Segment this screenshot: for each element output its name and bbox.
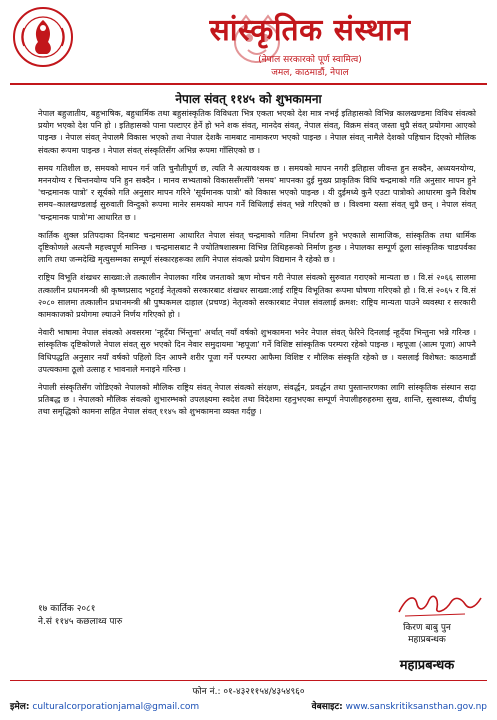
organization-name: सांस्कृतिक संस्थान	[209, 13, 411, 48]
header-divider	[10, 83, 487, 85]
email-link[interactable]: culturalcorporationjamal@gmail.com	[32, 702, 200, 712]
footer-phone: फोन नं.: ०१-४३२११५४/४३५४९६०	[192, 687, 305, 697]
letter-body	[38, 108, 476, 425]
signatory-name: किरण बाबु पुन	[403, 623, 451, 633]
organization-logo	[12, 6, 74, 68]
date-nepal-sambat: ने.सं ११४५ कछलाथ्व पारु	[38, 617, 123, 627]
website-label: वेबसाइट:	[311, 702, 343, 712]
body-paragraph: राष्ट्रिय विभूति शंखधर साख्वा:ले तत्कालीन नेपालका गरिब जनताको ऋण मोचन गरी नेपाल संवत्को सुरुवात गराएको मान्यता छ । वि.सं २०६६ सालमा तत्कालीन प्रधानमन्त्री श्री कृष्णप्रसाद भट्टराई नेतृत्वको सरकारबाट शंखधर साख्वा:लाई राष्ट्रिय विभूतिका रूपमा घोषणा गरिएको हो । वि.सं २०६५ र वि.सं २०८० सालमा तत्कालीन प्रधानमन्त्री श्री पुष्पकमल दाहाल (प्रचण्ड) नेतृत्वको सरकारबाट नेपाल संवत्लाई क्रमश: राष्ट्रिय मान्यता पाउने व्यवस्था र सरकारी कामकाजको प्रयोगमा ल्याउने निर्णय गरिएको हो ।	[38, 273, 476, 320]
letter-heading: नेपाल संवत् ११४५ को शुभकामना	[175, 92, 322, 106]
body-paragraph: समय गतिशील छ, समयको मापन गर्न जति चुनौतीपूर्ण छ, त्यति नै अत्यावश्यक छ । समयको मापन नगरी इतिहास जीवन्त हुन सक्दैन, अध्ययनयोग्य, मननयोग्य र चिन्तनयोग्य पनि हुन सक्दैन । मानव सभ्यताको विकाससँगसँगै 'समय' मापनका दुई मुख्य प्राकृतिक विधि चन्द्रमाको गति अनुसार मापन हुने 'चन्द्रमानक पात्रो' र सूर्यको गति अनुसार मापन गरिने 'सूर्यमानक पात्रो' को विकास भएको पाइन्छ । यी दुईमध्ये कुनै एउटा पात्रोको आधारमा कुनै विशेष समय–कालखण्डलाई सुरुवाती विन्दुको रूपमा मानेर समयको मापन गर्ने विधिलाई संवत् भन्ने गरिएको छ । विश्वमा यस्ता संवत् थुप्रै छन् । नेपाल संवत् 'चन्द्रमानक पात्रो'मा आधारित छ ।	[38, 163, 476, 222]
email-label: इमेल:	[10, 702, 30, 712]
footer-website	[312, 699, 487, 712]
footer-contacts	[10, 699, 487, 715]
signature-stamp: महाप्रबन्धक	[399, 658, 455, 673]
organization-subtitle: (नेपाल सरकारको पूर्ण स्वामित्व)	[258, 55, 362, 65]
footer-email	[10, 699, 199, 712]
body-paragraph: नेपाल बहुजातीय, बहुभाषिक, बहुधार्मिक तथा बहुसांस्कृतिक विविधता भित्र एकता भएको देश मात्र नभई इतिहासको विभिन्न कालखण्डमा विविध संवत्को प्रयोग भएको देश पनि हो । इतिहासको पाना पल्टाएर हेर्ने हो भने शक संवत्, मानदेव संवत्, नेपाल संवत्, विक्रम संवत् जस्ता थुप्रै संवत् प्रयोगमा आएको पाइन्छ । नेपाल संवत् नेपालमै विकास भएको तथा नेपाल देशकै नामबाट नामाकरण भएको पाइन्छ । नेपाल संवत् नामैले देशको पहिचान दिएको मौलिक संवत्का रूपमा पाइन्छ । नेपाल संवत् संस्कृतिसँग अभिन्न रूपमा गाँसिएको छ ।	[38, 109, 476, 155]
organization-address: जमल, काठमाडौं, नेपाल	[271, 68, 349, 78]
body-paragraph: नेपाली संस्कृतिसँग जोडिएको नेपालको मौलिक राष्ट्रिय संवत् नेपाल संवत्को संरक्षण, संवर्द्धन, प्रवर्द्धन तथा पुस्तान्तरणका लागि सांस्कृतिक संस्थान सदा प्रतिबद्ध छ । नेपालको मौलिक संवत्को शुभारम्भको उपलक्ष्यमा स्वदेश तथा विदेशमा रहनुभएका सम्पूर्ण नेपालीहरुहरुमा सुख, शान्ति, सुस्वास्थ्य, दीर्घायु तथा समृद्धिको कामना सहित नेपाल संवत् ११४५ को शुभकामना व्यक्त गर्दछु ।	[38, 383, 476, 417]
website-link[interactable]: www.sanskritiksansthan.gov.np	[345, 702, 487, 712]
signatory-title: महाप्रबन्धक	[408, 635, 446, 645]
signature-image	[395, 588, 485, 620]
body-paragraph: नेवारी भाषामा नेपाल संवत्को अवसरमा 'न्हूदँया भिंन्तुना' अर्थात् नयाँ वर्षको शुभकामना भनेर नेपाल संवत् फेरिने दिनलाई न्हूदँया भिन्तुना भन्ने गरिन्छ । सांस्कृतिक दृष्टिकोणले नेपाल संवत् सुरु भएको दिन नेवार समुदायमा 'म्हपूजा' गर्ने विशिष्ट सांस्कृतिक परम्परा रहेको पाइन्छ । म्हपूजा (आत्म पूजा) आफ्नै विधिपद्धति अनुसार नयाँ वर्षको पहिलो दिन आफ्नै शरीर पूजा गर्ने परम्परा आफैमा विशिष्ट र मौलिक संस्कृति रहेको छ । यसलाई विशेषत: काठमाडौं उपत्यकामा ठूलो उत्साह र भावनाले मनाइने गरिन्छ ।	[38, 328, 476, 374]
date-bikram-sambat: १७ कार्तिक २०८१	[38, 604, 96, 614]
body-paragraph: कार्तिक शुक्ल प्रतिपदाका दिनबाट चन्द्रमासमा आधारित नेपाल संवत् चन्द्रमाको गतिमा निर्धारण हुने भएकाले सामाजिक, सांस्कृतिक तथा धार्मिक दृष्टिकोणले अत्यन्तै महत्त्वपूर्ण मानिन्छ । चन्द्रमासबाट नै ज्योतिषशास्त्रमा विभिन्न तिथिहरूको निर्माण हुन्छ । नेपालका सम्पूर्ण ठूला सांस्कृतिक चाडपर्वका लागि तथा जन्मदेखि मृत्युसम्मका सम्पूर्ण संस्कारहरूका लागि नेपाल संवत्को प्रयोग विद्यमान नै रहेको छ ।	[38, 230, 476, 265]
footer-divider	[10, 680, 487, 681]
